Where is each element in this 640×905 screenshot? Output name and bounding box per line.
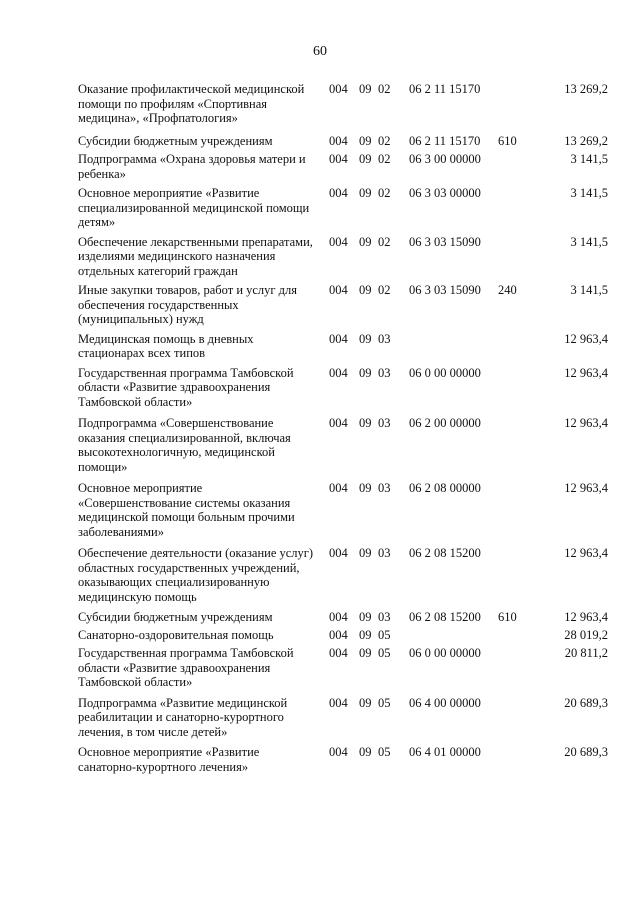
- row-name: Основное мероприятие «Совершенствование системы оказания медицинской помощи больным прочими заболеваниями»: [78, 481, 295, 539]
- row-subsection: 02: [378, 283, 391, 297]
- row-amount: 13 269,2: [564, 82, 608, 96]
- row-section: 09: [359, 331, 372, 346]
- row-gov-code: 004: [329, 365, 348, 380]
- row-target-article: 06 2 00 00000: [409, 416, 481, 430]
- row-subsection: 05: [378, 695, 391, 710]
- row-subsection: 05: [378, 646, 391, 660]
- row-name: Обеспечение лекарственными препаратами, изделиями медицинского назначения отдельных категорий граждан: [78, 234, 313, 278]
- table-row: [0, 696, 640, 740]
- row-subsection: 05: [378, 745, 391, 759]
- row-name: Основное мероприятие «Развитие санаторно-курортного лечения»: [78, 745, 260, 774]
- table-row: [0, 481, 640, 539]
- row-name: Подпрограмма «Развитие медицинской реабилитации и санаторно-курортного лечения, в том числе детей»: [78, 695, 288, 739]
- row-name: Иные закупки товаров, работ и услуг для обеспечения государственных (муниципальных) нужд: [78, 283, 298, 326]
- row-target-article: 06 0 00 00000: [409, 646, 481, 660]
- row-section: 09: [359, 152, 372, 166]
- row-amount: 28 019,2: [564, 627, 608, 642]
- row-target-article: 06 3 03 15090: [409, 234, 481, 249]
- row-amount: 12 963,4: [564, 331, 608, 346]
- row-target-article: 06 2 11 15170: [409, 82, 481, 96]
- row-amount: 3 141,5: [570, 234, 608, 249]
- table-row: [0, 646, 640, 690]
- row-section: 09: [359, 365, 372, 380]
- table-row: [0, 366, 640, 410]
- row-name: Обеспечение деятельности (оказание услуг) областных государственных учреждений, оказывающих специализированную медицинскую помощь: [78, 546, 314, 604]
- row-gov-code: 004: [329, 610, 348, 624]
- row-expense-type: 610: [498, 610, 517, 624]
- row-target-article: 06 2 08 00000: [409, 481, 481, 495]
- row-amount: 20 689,3: [564, 695, 608, 710]
- row-amount: 12 963,4: [564, 481, 608, 495]
- row-amount: 3 141,5: [570, 186, 608, 200]
- row-gov-code: 004: [329, 695, 348, 710]
- row-target-article: 06 4 00 00000: [409, 695, 481, 710]
- row-target-article: 06 2 11 15170: [409, 133, 481, 148]
- row-subsection: 02: [378, 133, 391, 148]
- row-amount: 3 141,5: [570, 152, 608, 166]
- row-section: 09: [359, 695, 372, 710]
- table-row: [0, 82, 640, 126]
- row-expense-type: 610: [498, 133, 517, 148]
- table-row: [0, 745, 640, 774]
- row-name: Оказание профилактической медицинской помощи по профилям «Спортивная медицина», «Профпатология»: [78, 82, 305, 125]
- row-name: Основное мероприятие «Развитие специализированной медицинской помощи детям»: [78, 186, 310, 229]
- row-name: Подпрограмма «Совершенствование оказания специализированной, включая высокотехнологичную, медицинской помощи»: [78, 416, 291, 474]
- row-section: 09: [359, 133, 372, 148]
- row-gov-code: 004: [329, 546, 348, 560]
- row-gov-code: 004: [329, 283, 348, 297]
- row-subsection: 02: [378, 234, 391, 249]
- row-section: 09: [359, 481, 372, 495]
- row-gov-code: 004: [329, 234, 348, 249]
- row-target-article: 06 0 00 00000: [409, 365, 481, 380]
- row-amount: 20 811,2: [564, 646, 608, 660]
- row-target-article: 06 3 03 00000: [409, 186, 481, 200]
- row-gov-code: 004: [329, 481, 348, 495]
- row-section: 09: [359, 546, 372, 560]
- row-amount: 20 689,3: [564, 745, 608, 759]
- table-row: [0, 134, 640, 149]
- row-gov-code: 004: [329, 82, 348, 96]
- row-subsection: 02: [378, 186, 391, 200]
- row-subsection: 03: [378, 546, 391, 560]
- row-subsection: 02: [378, 152, 391, 166]
- row-amount: 13 269,2: [564, 133, 608, 148]
- table-row: [0, 416, 640, 474]
- row-gov-code: 004: [329, 416, 348, 430]
- row-amount: 12 963,4: [564, 416, 608, 430]
- row-subsection: 03: [378, 610, 391, 624]
- row-section: 09: [359, 627, 372, 642]
- row-gov-code: 004: [329, 745, 348, 759]
- row-target-article: 06 2 08 15200: [409, 546, 481, 560]
- row-gov-code: 004: [329, 152, 348, 166]
- row-name: Государственная программа Тамбовской области «Развитие здравоохранения Тамбовской области»: [78, 365, 294, 409]
- row-section: 09: [359, 82, 372, 96]
- row-amount: 3 141,5: [570, 283, 608, 297]
- row-name: Субсидии бюджетным учреждениям: [78, 133, 273, 148]
- table-row: [0, 235, 640, 279]
- table-row: [0, 610, 640, 625]
- row-subsection: 03: [378, 416, 391, 430]
- row-expense-type: 240: [498, 283, 517, 297]
- row-gov-code: 004: [329, 646, 348, 660]
- row-gov-code: 004: [329, 133, 348, 148]
- row-gov-code: 004: [329, 627, 348, 642]
- row-section: 09: [359, 186, 372, 200]
- row-section: 09: [359, 610, 372, 624]
- row-subsection: 03: [378, 331, 391, 346]
- row-subsection: 05: [378, 627, 391, 642]
- row-target-article: 06 2 08 15200: [409, 610, 481, 624]
- row-section: 09: [359, 646, 372, 660]
- row-gov-code: 004: [329, 186, 348, 200]
- table-row: [0, 283, 640, 327]
- row-subsection: 03: [378, 365, 391, 380]
- table-row: [0, 628, 640, 643]
- table-row: [0, 186, 640, 230]
- row-subsection: 02: [378, 82, 391, 96]
- row-section: 09: [359, 234, 372, 249]
- table-row: [0, 152, 640, 181]
- row-name: Медицинская помощь в дневных стационарах всех типов: [78, 331, 254, 360]
- row-amount: 12 963,4: [564, 365, 608, 380]
- row-section: 09: [359, 416, 372, 430]
- table-row: [0, 546, 640, 604]
- row-gov-code: 004: [329, 331, 348, 346]
- row-amount: 12 963,4: [564, 610, 608, 624]
- row-section: 09: [359, 283, 372, 297]
- row-name: Субсидии бюджетным учреждениям: [78, 610, 273, 624]
- row-amount: 12 963,4: [564, 546, 608, 560]
- table-row: [0, 332, 640, 361]
- row-target-article: 06 3 00 00000: [409, 152, 481, 166]
- row-target-article: 06 3 03 15090: [409, 283, 481, 297]
- budget-table: [0, 82, 640, 774]
- row-name: Подпрограмма «Охрана здоровья матери и ребенка»: [78, 152, 306, 181]
- row-name: Санаторно-оздоровительная помощь: [78, 627, 274, 642]
- row-section: 09: [359, 745, 372, 759]
- row-subsection: 03: [378, 481, 391, 495]
- row-name: Государственная программа Тамбовской области «Развитие здравоохранения Тамбовской области»: [78, 646, 294, 689]
- page-number: 60: [313, 44, 327, 59]
- row-target-article: 06 4 01 00000: [409, 745, 481, 759]
